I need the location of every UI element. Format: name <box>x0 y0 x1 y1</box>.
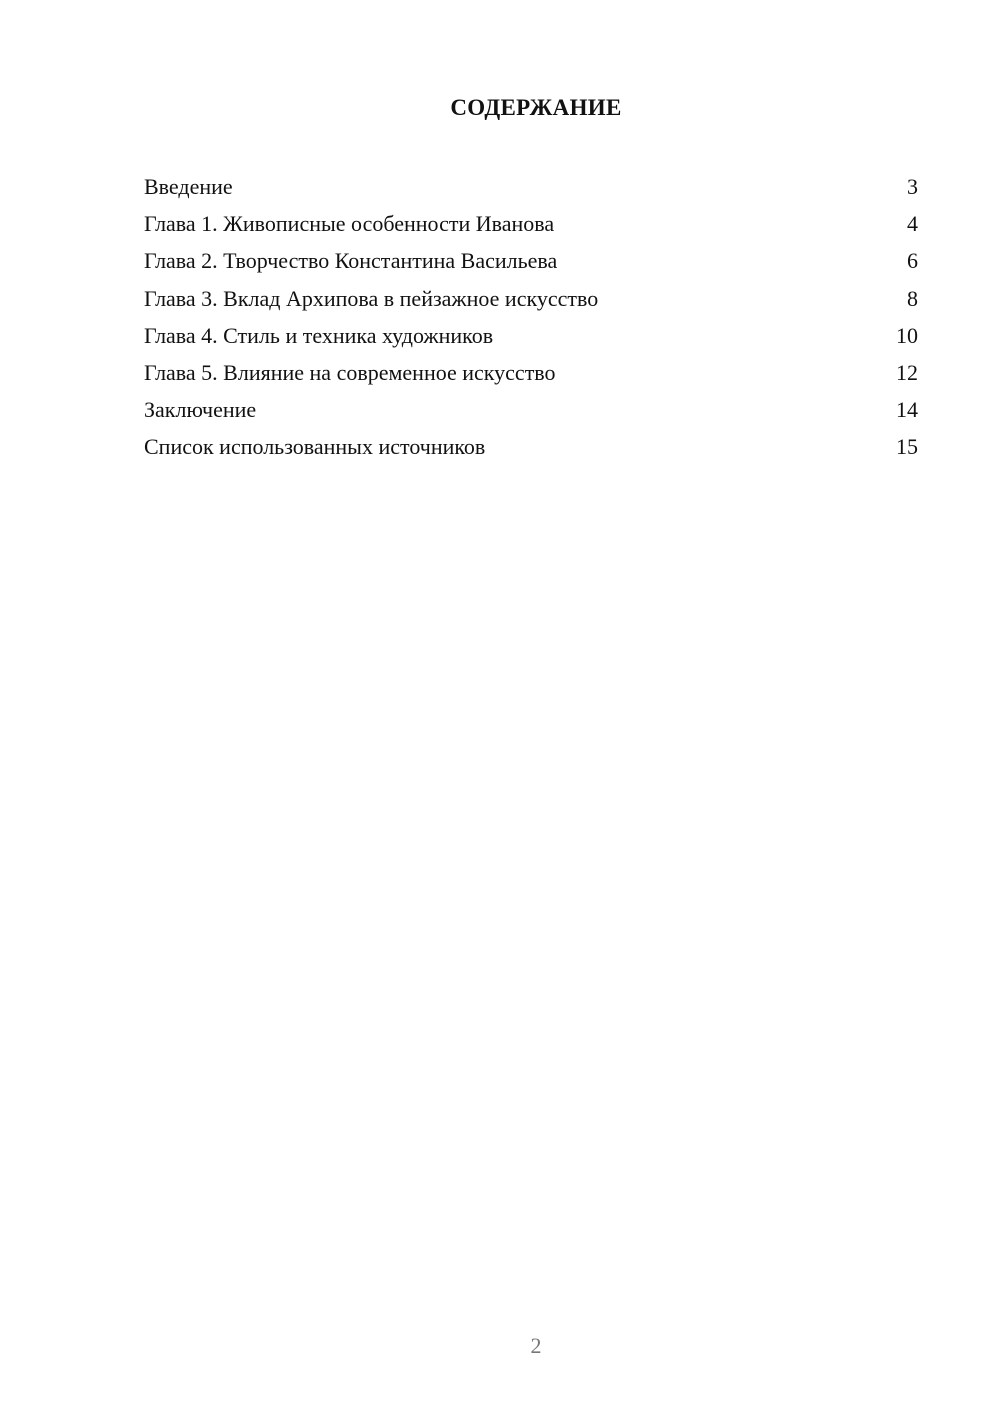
toc-entry-label: Глава 4. Стиль и техника художников <box>144 322 494 348</box>
toc-entry-label: Заключение <box>144 397 257 423</box>
toc-entry-chapter-5 <box>144 354 918 391</box>
page-title: СОДЕРЖАНИЕ <box>450 95 622 120</box>
page-number: 2 <box>530 1333 542 1358</box>
toc-entry-chapter-3 <box>144 280 918 317</box>
toc-entry-introduction <box>144 168 918 205</box>
toc-entry-chapter-2 <box>144 242 918 279</box>
toc-entry-conclusion <box>144 391 918 428</box>
toc-entry-page: 14 <box>896 397 918 423</box>
toc-entry-page: 4 <box>907 211 918 237</box>
toc-entry-chapter-1 <box>144 205 918 242</box>
toc-entry-page: 15 <box>896 434 918 460</box>
toc-entry-page: 3 <box>907 174 918 199</box>
toc-entry-page: 6 <box>907 248 918 274</box>
toc-entry-chapter-4 <box>144 317 918 354</box>
toc-entry-label: Глава 2. Творчество Константина Васильева <box>144 248 558 274</box>
toc-entry-label: Список использованных источников <box>144 434 486 460</box>
toc-entry-page: 12 <box>896 359 918 385</box>
toc-entry-page: 10 <box>896 322 918 348</box>
toc-entry-references <box>144 428 918 465</box>
toc-entry-label: Глава 3. Вклад Архипова в пейзажное искусство <box>144 285 599 311</box>
table-of-contents <box>144 168 918 466</box>
toc-entry-label: Глава 1. Живописные особенности Иванова <box>144 211 555 237</box>
toc-entry-page: 8 <box>907 285 918 311</box>
toc-entry-label: Введение <box>144 174 233 199</box>
toc-entry-label: Глава 5. Влияние на современное искусство <box>144 359 556 385</box>
